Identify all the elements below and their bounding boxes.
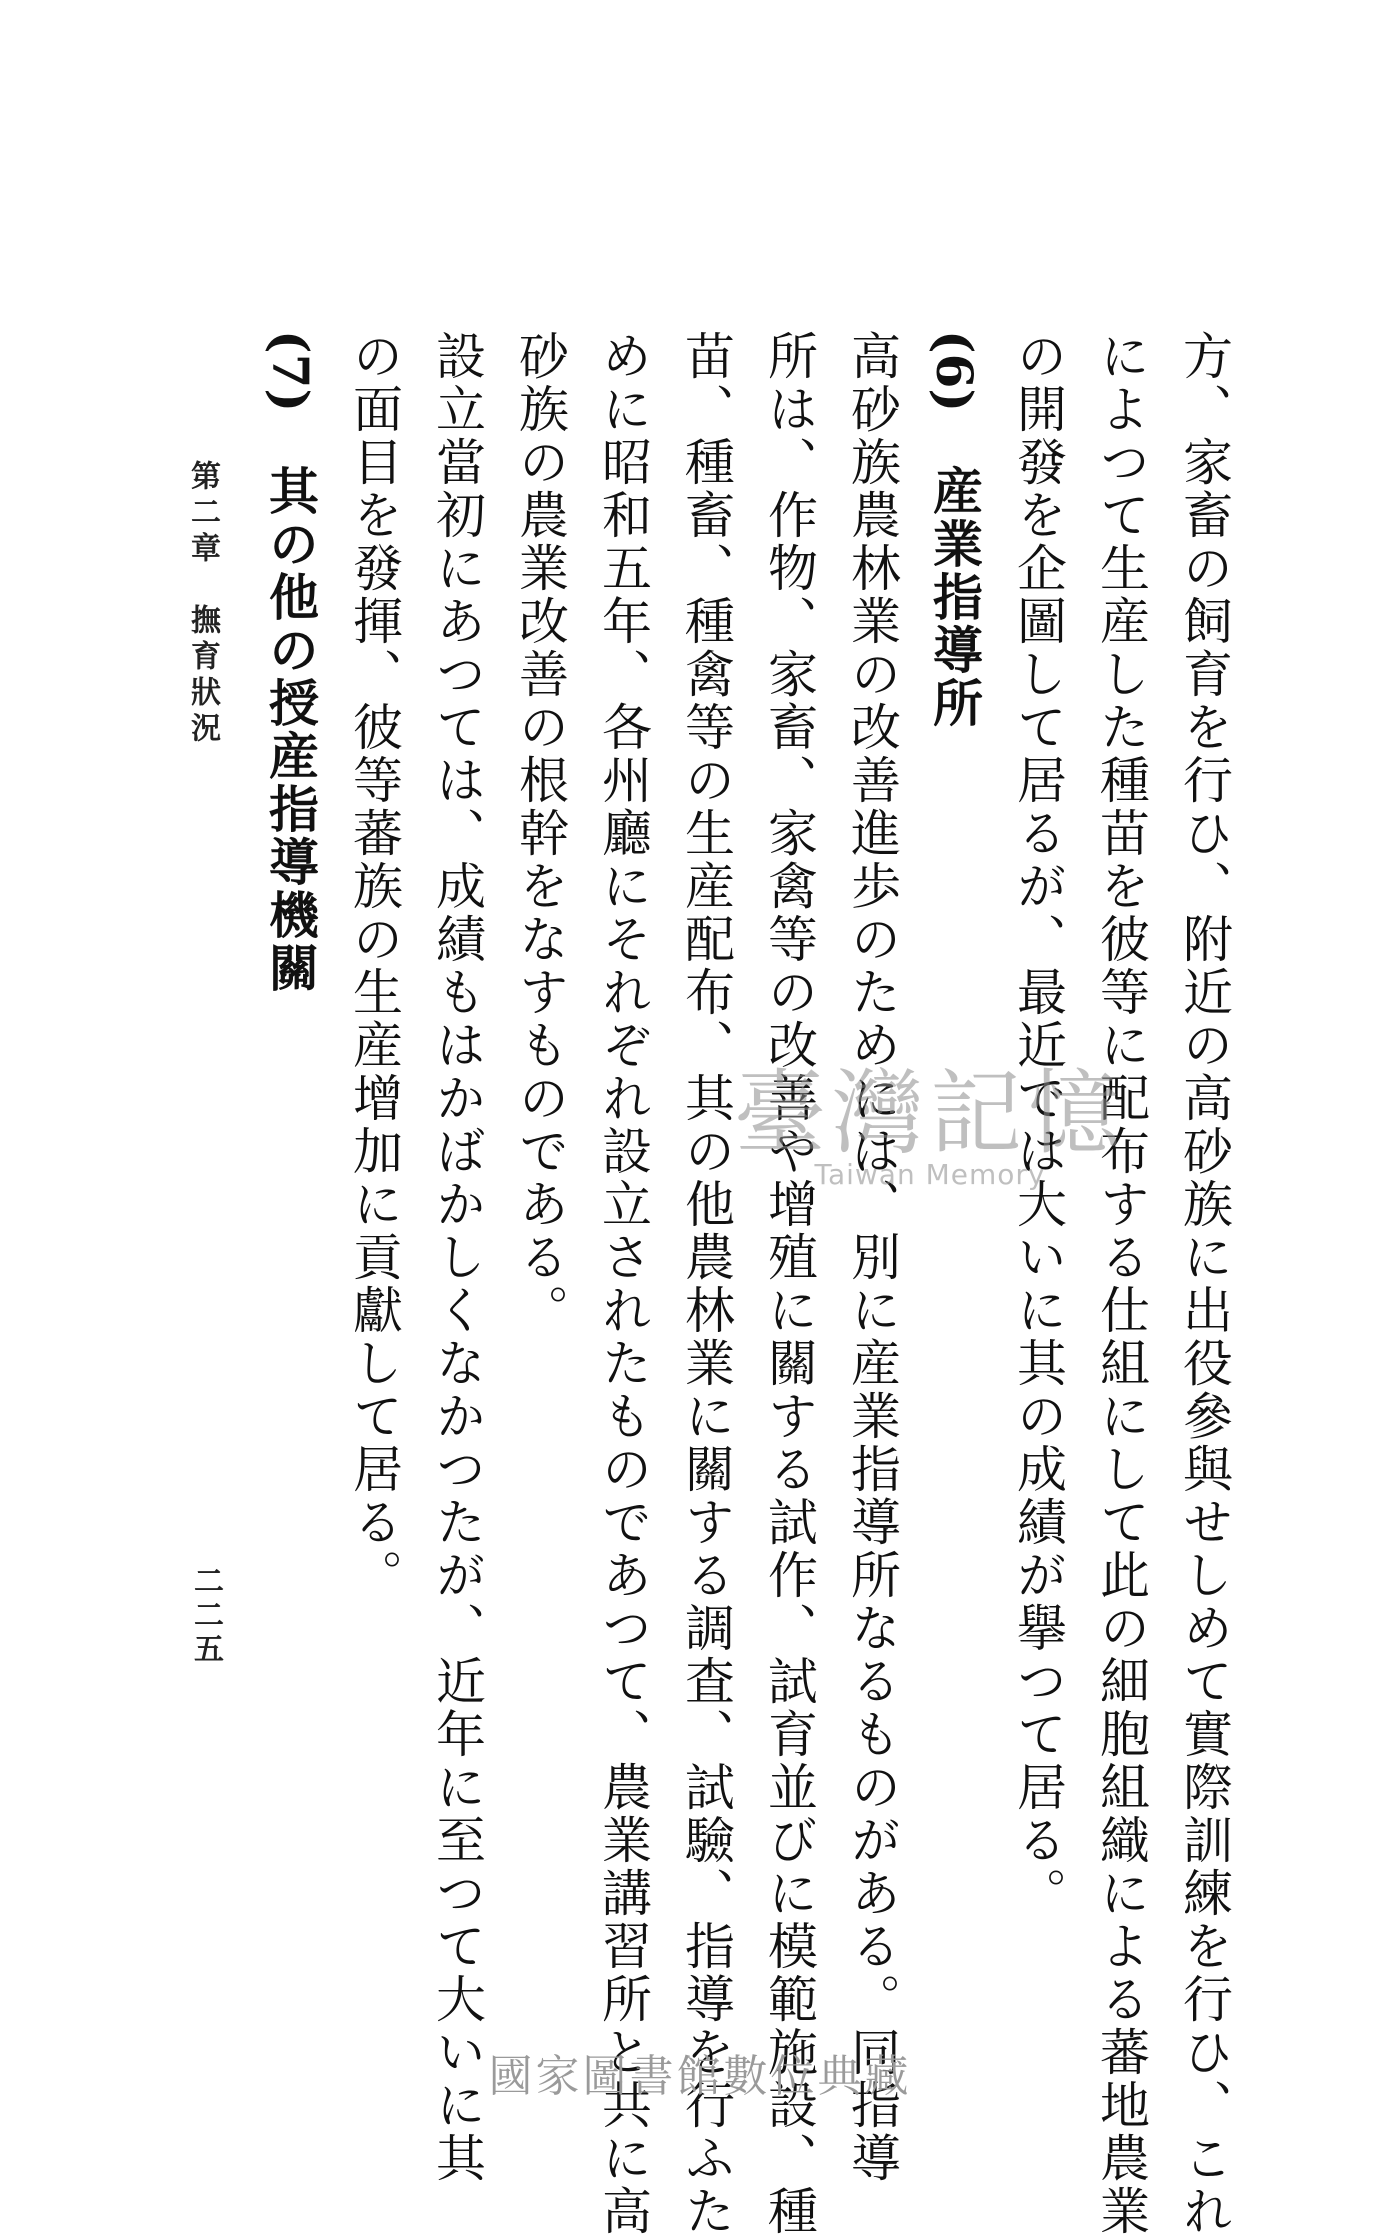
watermark-subtitle: Taiwan Memory bbox=[814, 1158, 1046, 1191]
text-column: 方、家畜の飼育を行ひ、附近の高砂族に出役參與せしめて實際訓練を行ひ、これ bbox=[1175, 330, 1233, 2238]
section-number: (7) bbox=[261, 330, 320, 413]
text-column: によつて生産した種苗を彼等に配布する仕組にして此の細胞組織による蕃地農業 bbox=[1092, 330, 1150, 2238]
section-heading-7 bbox=[249, 330, 332, 1910]
footer-credit: 國家圖書館數位典藏 bbox=[488, 2051, 912, 2102]
watermark-title: 臺灣記憶 bbox=[733, 1060, 1126, 1167]
section-title: 産業指導所 bbox=[925, 465, 984, 731]
text-column: の開發を企圖して居るが、最近では大いに其の成績が擧つて居る。 bbox=[1009, 330, 1067, 1920]
text-column: の面目を發揮、彼等蕃族の生産增加に貢獻して居る。 bbox=[345, 330, 403, 1602]
text-column: 高砂族農林業の改善進歩のためには、別に産業指導所なるものがある。同指導 bbox=[843, 330, 901, 2185]
section-number: (6) bbox=[925, 330, 984, 413]
text-column: 所は、作物、家畜、家禽等の改善や增殖に關する試作、試育並びに模範施設、種 bbox=[760, 330, 818, 2238]
running-head: 第二章 撫育狀況 bbox=[185, 460, 220, 748]
text-column: 設立當初にあつては、成績もはかばかしくなかつたが、近年に至つて大いに其 bbox=[428, 330, 486, 2185]
text-column: めに昭和五年、各州廳にそれぞれ設立されたものであつて、農業講習所と共に高 bbox=[594, 330, 652, 2238]
text-column: 砂族の農業改善の根幹をなすものである。 bbox=[511, 330, 569, 1337]
section-title: 其の他の授産指導機關 bbox=[261, 465, 320, 996]
page-number: 二二五 bbox=[188, 1565, 223, 1667]
text-column: 苗、種畜、種禽等の生産配布、其の他農林業に關する調査、試驗、指導を行ふた bbox=[677, 330, 735, 2238]
section-heading-6 bbox=[913, 330, 996, 1910]
